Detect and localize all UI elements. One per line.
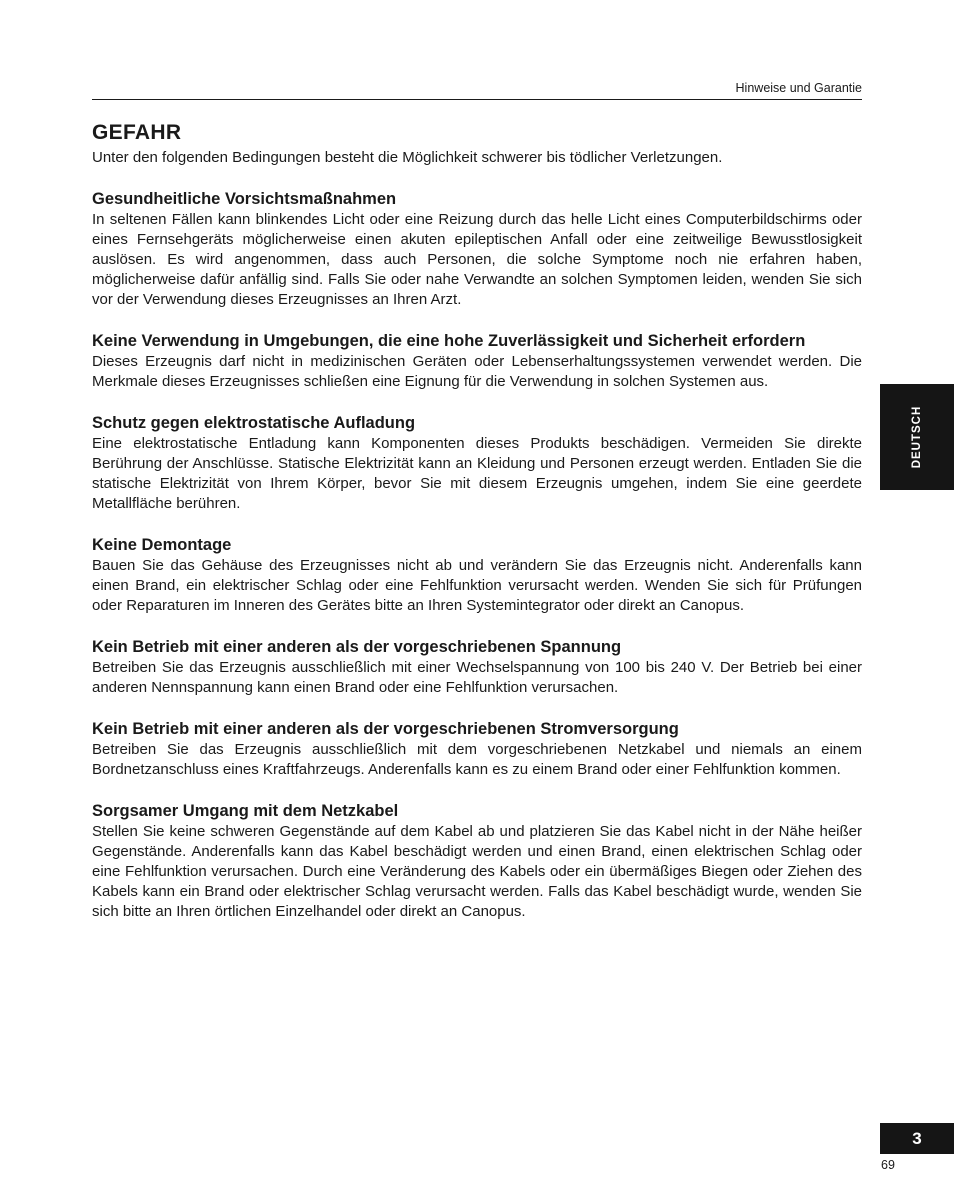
header-rule: [92, 99, 862, 100]
intro-text: Unter den folgenden Bedingungen besteht die Möglichkeit schwerer bis tödlicher Verletzungen.: [92, 149, 723, 166]
section-body: In seltenen Fällen kann blinkendes Licht oder eine Reizung durch das helle Licht eines Computerbildschirms oder eines Fernsehgeräts möglicherweise einen akuten epileptischen Anfall oder eine zeitweilige Bewusstlosigkeit auslösen. Es wird angenommen, dass auch Personen, die solche Symptome noch nie erfahren haben, möglicherweise dafür anfällig sind. Falls Sie oder nahe Verwandte an solchen Symptomen leiden, wenden Sie sich vor der Verwendung dieses Erzeugnisses an Ihren Arzt.: [92, 211, 862, 308]
section-body: Dieses Erzeugnis darf nicht in medizinischen Geräten oder Lebenserhaltungssystemen verwendet werden. Die Merkmale dieses Erzeugnisses schließen eine Eignung für die Verwendung in solchen Systemen aus.: [92, 353, 862, 390]
section-heading: Kein Betrieb mit einer anderen als der vorgeschriebenen Spannung: [92, 638, 622, 656]
section-power-cable: [92, 800, 862, 922]
section-electrostatic: [92, 412, 862, 514]
section-heading: Sorgsamer Umgang mit dem Netzkabel: [92, 802, 399, 820]
section-body: Eine elektrostatische Entladung kann Komponenten dieses Produkts beschädigen. Vermeiden Sie direkte Berührung der Anschlüsse. Statische Elektrizität kann an Kleidung und Personen erzeugt werden. Entladen Sie die statische Elektrizität von Ihrem Körper, bevor Sie mit diesem Erzeugnis umgehen, indem Sie eine geerdete Metallfläche berühren.: [92, 435, 862, 512]
section-heading: Keine Demontage: [92, 536, 232, 554]
page-title: GEFAHR: [92, 121, 182, 144]
section-heading: Schutz gegen elektrostatische Aufladung: [92, 414, 416, 432]
language-tab-label: DEUTSCH: [911, 405, 923, 469]
language-tab: [880, 384, 954, 490]
section-body: Stellen Sie keine schweren Gegenstände auf dem Kabel ab und platzieren Sie das Kabel nicht in der Nähe heißer Gegenstände. Anderenfalls kann das Kabel beschädigt werden und einen Brand, einen elektrischen Schlag oder eine Fehlfunktion verursachen. Durch eine Veränderung des Kabels oder ein übermäßiges Biegen oder Ziehen des Kabels kann ein Brand oder elektrischer Schlag verursacht werden. Falls das Kabel beschädigt wurde, wenden Sie sich bitte an Ihren örtlichen Einzelhandel oder direkt an Canopus.: [92, 823, 862, 920]
section-heading: Gesundheitliche Vorsichtsmaßnahmen: [92, 190, 397, 208]
section-body: Bauen Sie das Gehäuse des Erzeugnisses nicht ab und verändern Sie das Erzeugnis nicht. Anderenfalls kann einen Brand, ein elektrischer Schlag oder eine Fehlfunktion verursacht werden. Wenden Sie sich für Prüfungen oder Reparaturen im Inneren des Gerätes bitte an Ihren Systemintegrator oder direkt an Canopus.: [92, 557, 862, 614]
section-voltage: [92, 636, 862, 698]
running-header: Hinweise und Garantie: [735, 81, 862, 95]
main-content: [92, 119, 862, 922]
section-health-precautions: [92, 188, 862, 310]
section-power-supply: [92, 718, 862, 780]
section-body: Betreiben Sie das Erzeugnis ausschließlich mit dem vorgeschriebenen Netzkabel und niemals an einem Bordnetzanschluss eines Kraftfahrzeugs. Anderenfalls kann es zu einem Brand oder einer Fehlfunktion kommen.: [92, 741, 862, 778]
section-high-reliability: [92, 330, 862, 392]
section-body: Betreiben Sie das Erzeugnis ausschließlich mit einer Wechselspannung von 100 bis 240 V. Der Betrieb bei einer anderen Nennspannung kann einen Brand oder eine Fehlfunktion verursachen.: [92, 659, 862, 696]
page-number: 69: [881, 1158, 895, 1172]
chapter-number: 3: [880, 1123, 954, 1154]
section-heading: Kein Betrieb mit einer anderen als der vorgeschriebenen Stromversorgung: [92, 720, 679, 738]
section-heading: Keine Verwendung in Umgebungen, die eine hohe Zuverlässigkeit und Sicherheit erfordern: [92, 332, 806, 350]
section-no-disassembly: [92, 534, 862, 616]
